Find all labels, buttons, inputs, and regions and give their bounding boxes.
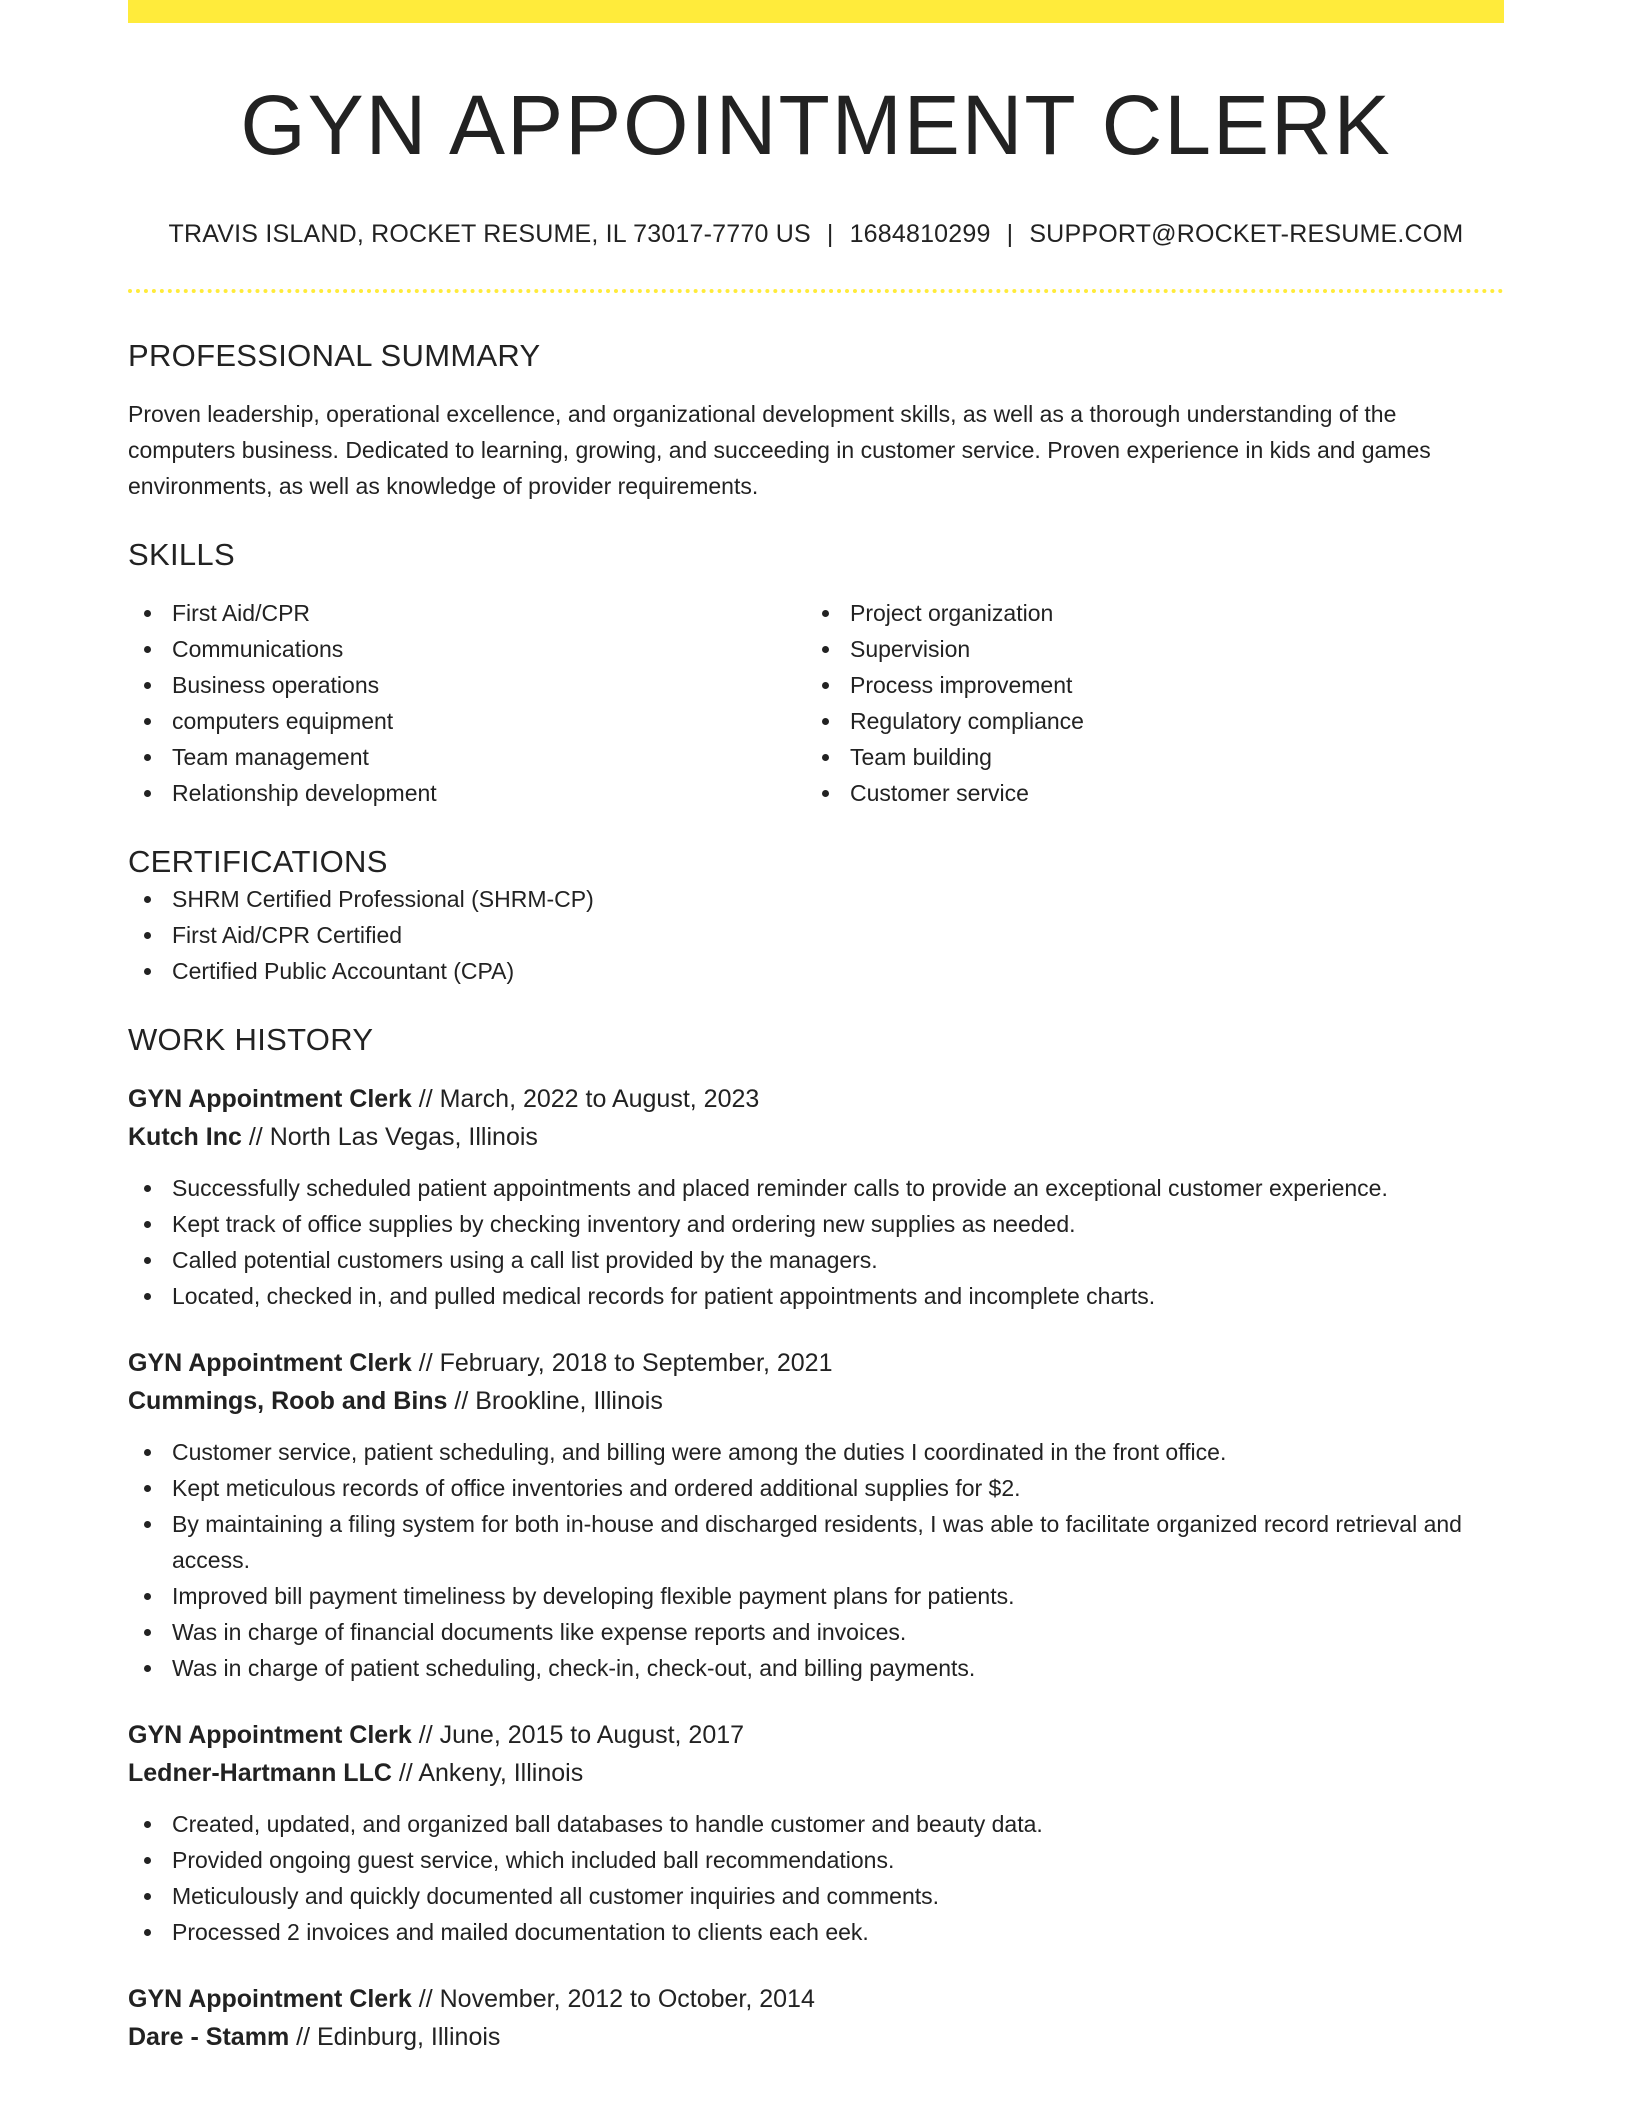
job-divider: // [391,1758,419,1787]
job-divider: // [447,1386,476,1415]
skill-item: Business operations [128,667,806,703]
job-duty-item: Provided ongoing guest service, which included ball recommendations. [128,1842,1504,1878]
job-duties-list [128,1170,1504,1314]
job-role: GYN Appointment Clerk [128,1348,412,1377]
skills-column-left [128,595,806,811]
job-duty-item: Was in charge of financial documents like expense reports and invoices. [128,1614,1504,1650]
job-dates: March, 2022 to August, 2023 [439,1084,760,1113]
job-company: Dare - Stamm [128,2022,290,2051]
skill-item: Regulatory compliance [806,703,1484,739]
skills-grid [128,595,1504,811]
job-divider: // [241,1122,270,1151]
job-divider: // [289,2022,317,2051]
job-role-line [128,1716,1504,1754]
skill-item: Project organization [806,595,1484,631]
job-company-line [128,1754,1504,1792]
skills-list-right [806,595,1484,811]
contact-address: TRAVIS ISLAND, ROCKET RESUME, IL 73017-7770 US [168,220,811,248]
job-duty-item: Successfully scheduled patient appointments and placed reminder calls to provide an exceptional customer experience. [128,1170,1504,1206]
dotted-divider [128,289,1504,293]
skills-section [128,536,1504,811]
job-company-line [128,1382,1504,1420]
skill-item: Process improvement [806,667,1484,703]
job-role: GYN Appointment Clerk [128,1084,412,1113]
job-location: Brookline, Illinois [475,1386,663,1415]
top-accent-bar [128,0,1504,23]
job-divider: // [411,1984,440,2013]
contact-email[interactable]: SUPPORT@ROCKET-RESUME.COM [1029,220,1464,248]
certification-item: SHRM Certified Professional (SHRM-CP) [128,881,1504,917]
skill-item: First Aid/CPR [128,595,806,631]
job-entry [128,1344,1504,1686]
job-duties-list [128,1434,1504,1686]
skill-item: Relationship development [128,775,806,811]
skill-item: computers equipment [128,703,806,739]
work-history-heading: WORK HISTORY [128,1021,374,1057]
summary-section [128,337,1504,504]
job-divider: // [411,1720,440,1749]
summary-text: Proven leadership, operational excellence, and organizational development skills, as well as a thorough understanding of the computers business. Dedicated to learning, growing, and succeeding in customer service. Proven experience in kids and games environments, as well as knowledge of provider requirements. [128,401,1431,500]
job-duty-item: Was in charge of patient scheduling, check-in, check-out, and billing payments. [128,1650,1504,1686]
job-location: Ankeny, Illinois [418,1758,584,1787]
job-duty-item: Called potential customers using a call list provided by the managers. [128,1242,1504,1278]
job-entry [128,1716,1504,1950]
job-company-line [128,1118,1504,1156]
job-company: Cummings, Roob and Bins [128,1386,448,1415]
job-location: Edinburg, Illinois [316,2022,501,2051]
resume-page [128,0,1504,2056]
summary-heading: PROFESSIONAL SUMMARY [128,338,541,373]
job-duty-item: By maintaining a filing system for both in-house and discharged residents, I was able to facilitate organized record retrieval and access. [128,1506,1504,1578]
skill-item: Customer service [806,775,1484,811]
contact-line [128,219,1504,249]
contact-separator: | [826,220,834,248]
job-company-line [128,2018,1504,2056]
job-entry [128,1080,1504,1314]
skill-item: Communications [128,631,806,667]
skills-heading: SKILLS [128,537,235,573]
job-divider: // [411,1348,440,1377]
job-dates: June, 2015 to August, 2017 [439,1720,745,1749]
job-divider: // [411,1084,440,1113]
job-duty-item: Kept meticulous records of office inventories and ordered additional supplies for $2. [128,1470,1504,1506]
skill-item: Team management [128,739,806,775]
skill-item: Supervision [806,631,1484,667]
job-role-line [128,1080,1504,1118]
job-duty-item: Kept track of office supplies by checking inventory and ordering new supplies as needed. [128,1206,1504,1242]
job-duty-item: Customer service, patient scheduling, and billing were among the duties I coordinated in the front office. [128,1434,1504,1470]
job-company: Ledner-Hartmann LLC [128,1758,392,1787]
contact-phone[interactable]: 1684810299 [849,220,991,248]
certification-item: Certified Public Accountant (CPA) [128,953,1504,989]
job-duty-item: Meticulously and quickly documented all customer inquiries and comments. [128,1878,1504,1914]
job-role: GYN Appointment Clerk [128,1720,412,1749]
job-location: North Las Vegas, Illinois [269,1122,538,1151]
job-entry [128,1980,1504,2056]
work-history-section [128,1021,1504,2056]
certifications-list [128,881,1504,989]
certifications-heading: CERTIFICATIONS [128,844,388,880]
certifications-section [128,843,1504,988]
job-duty-item: Processed 2 invoices and mailed documentation to clients each eek. [128,1914,1504,1950]
contact-separator: | [1006,220,1014,248]
skills-column-right [806,595,1484,811]
skills-list-left [128,595,806,811]
job-duty-item: Located, checked in, and pulled medical records for patient appointments and incomplete charts. [128,1278,1504,1314]
job-duty-item: Improved bill payment timeliness by developing flexible payment plans for patients. [128,1578,1504,1614]
job-role-line [128,1344,1504,1382]
job-role-line [128,1980,1504,2018]
job-role: GYN Appointment Clerk [128,1984,412,2013]
skill-item: Team building [806,739,1484,775]
job-duties-list [128,1806,1504,1950]
certification-item: First Aid/CPR Certified [128,917,1504,953]
job-duty-item: Created, updated, and organized ball databases to handle customer and beauty data. [128,1806,1504,1842]
job-list [128,1080,1504,2056]
job-dates: November, 2012 to October, 2014 [439,1984,815,2013]
job-dates: February, 2018 to September, 2021 [439,1348,833,1377]
job-company: Kutch Inc [128,1122,242,1151]
resume-title: GYN APPOINTMENT CLERK [240,78,1392,172]
